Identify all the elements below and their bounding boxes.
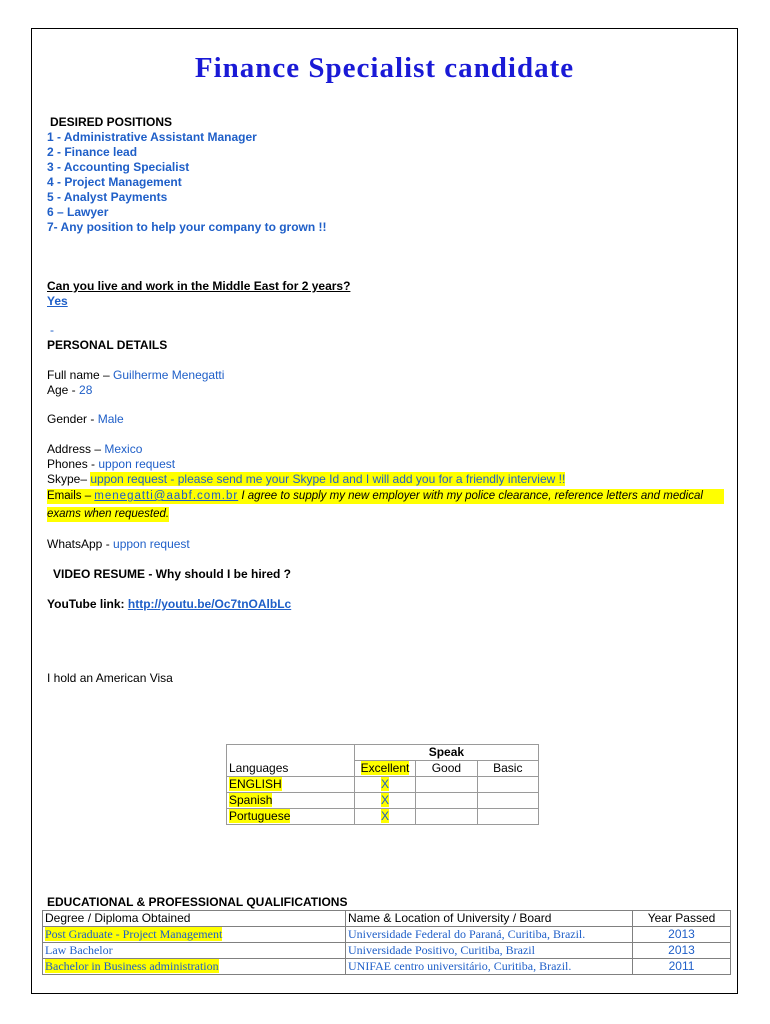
- university-cell: Universidade Positivo, Curitiba, Brazil: [346, 943, 633, 959]
- skype-label: Skype–: [47, 472, 91, 486]
- youtube-link[interactable]: http://youtu.be/Oc7tnOAlbLc: [127, 597, 292, 611]
- university-cell: UNIFAE centro universitário, Curitiba, Brazil.: [346, 959, 633, 975]
- age-label: Age -: [47, 383, 80, 397]
- dash-separator: -: [50, 323, 54, 337]
- degree-cell: [43, 959, 346, 975]
- language-name-cell: [227, 777, 355, 793]
- youtube-label: YouTube link:: [47, 597, 128, 611]
- degree-name: Bachelor in Business administration: [45, 959, 219, 973]
- language-name: Spanish: [229, 793, 273, 807]
- language-mark: X: [381, 777, 390, 791]
- desired-item: 4 - Project Management: [47, 175, 182, 189]
- fullname-value: Guilherme Menegatti: [113, 368, 225, 382]
- education-header-year: Year Passed: [633, 911, 731, 927]
- whatsapp-row: [47, 537, 190, 552]
- visa-text: I hold an American Visa: [47, 671, 173, 685]
- phones-row: [47, 457, 175, 472]
- resume-page: [31, 28, 738, 994]
- fullname-row: [47, 368, 224, 383]
- degree-cell: [43, 927, 346, 943]
- desired-item: 7- Any position to help your company to grown !!: [47, 220, 327, 234]
- language-mark-cell: [354, 777, 415, 793]
- language-name: ENGLISH: [229, 777, 282, 791]
- level-excellent: Excellent: [360, 761, 410, 775]
- language-mark-cell: [354, 809, 415, 825]
- age-row: [47, 383, 92, 398]
- level-good: Good: [416, 761, 477, 777]
- language-empty-cell: [477, 809, 538, 825]
- education-table: [42, 910, 731, 975]
- language-row: [227, 777, 539, 793]
- emails-label: Emails –: [47, 490, 95, 502]
- language-row: [227, 809, 539, 825]
- languages-header-row: [227, 745, 539, 761]
- education-header-degree: Degree / Diploma Obtained: [43, 911, 346, 927]
- language-empty-cell: [416, 809, 477, 825]
- whatsapp-value: uppon request: [113, 537, 190, 551]
- gender-label: Gender -: [47, 412, 98, 426]
- education-row: [43, 959, 731, 975]
- education-header-university: Name & Location of University / Board: [346, 911, 633, 927]
- gender-row: [47, 412, 124, 427]
- level-basic: Basic: [477, 761, 538, 777]
- language-empty-cell: [477, 777, 538, 793]
- desired-item: 3 - Accounting Specialist: [47, 160, 190, 174]
- languages-table: [226, 744, 539, 825]
- language-empty-cell: [477, 793, 538, 809]
- personal-details-heading: PERSONAL DETAILS: [47, 338, 168, 352]
- languages-column-label: Languages: [227, 761, 355, 777]
- desired-item: 1 - Administrative Assistant Manager: [47, 130, 257, 144]
- language-name-cell: [227, 793, 355, 809]
- emails-row: [47, 489, 724, 504]
- address-row: [47, 442, 142, 457]
- middle-east-answer: Yes: [47, 294, 68, 308]
- phones-label: Phones -: [47, 457, 99, 471]
- emails-note: I agree to supply my new employer with my police clearance, reference letters and medical: [238, 490, 703, 502]
- year-cell: 2011: [633, 959, 731, 975]
- phones-value: uppon request: [98, 457, 176, 471]
- language-row: [227, 793, 539, 809]
- education-row: [43, 927, 731, 943]
- email-link[interactable]: menegatti@aabf.com.br: [94, 490, 239, 502]
- education-heading: EDUCATIONAL & PROFESSIONAL QUALIFICATIONS: [47, 895, 348, 909]
- languages-corner-cell: [227, 745, 355, 761]
- middle-east-question: Can you live and work in the Middle East for 2 years?: [47, 279, 351, 293]
- fullname-label: Full name –: [47, 368, 114, 382]
- language-mark-cell: [354, 793, 415, 809]
- degree-cell: Law Bachelor: [43, 943, 346, 959]
- address-label: Address –: [47, 442, 105, 456]
- language-empty-cell: [416, 777, 477, 793]
- language-empty-cell: [416, 793, 477, 809]
- video-resume-heading: VIDEO RESUME - Why should I be hired ?: [53, 567, 292, 581]
- language-mark: X: [381, 793, 390, 807]
- age-value: 28: [79, 383, 93, 397]
- desired-positions-heading: DESIRED POSITIONS: [50, 115, 173, 129]
- language-name-cell: [227, 809, 355, 825]
- education-header-row: [43, 911, 731, 927]
- speak-header: Speak: [354, 745, 538, 761]
- university-cell: Universidade Federal do Paraná, Curitiba, Brazil.: [346, 927, 633, 943]
- whatsapp-label: WhatsApp -: [47, 537, 114, 551]
- education-row: [43, 943, 731, 959]
- languages-levels-row: [227, 761, 539, 777]
- gender-value: Male: [97, 412, 124, 426]
- address-value: Mexico: [104, 442, 143, 456]
- language-mark: X: [381, 809, 390, 823]
- year-cell: 2013: [633, 943, 731, 959]
- level-excellent-cell: [354, 761, 415, 777]
- emails-note-continued: exams when requested.: [47, 508, 170, 520]
- youtube-row: [47, 597, 291, 612]
- desired-item: 6 – Lawyer: [47, 205, 109, 219]
- year-cell: 2013: [633, 927, 731, 943]
- skype-row: [47, 472, 565, 487]
- degree-name: Post Graduate - Project Management: [45, 927, 223, 941]
- skype-value: uppon request - please send me your Skype Id and I will add you for a friendly interview !!: [90, 472, 566, 486]
- page-title: Finance Specialist candidate: [194, 52, 575, 84]
- desired-item: 5 - Analyst Payments: [47, 190, 168, 204]
- language-name: Portuguese: [229, 809, 291, 823]
- desired-item: 2 - Finance lead: [47, 145, 138, 159]
